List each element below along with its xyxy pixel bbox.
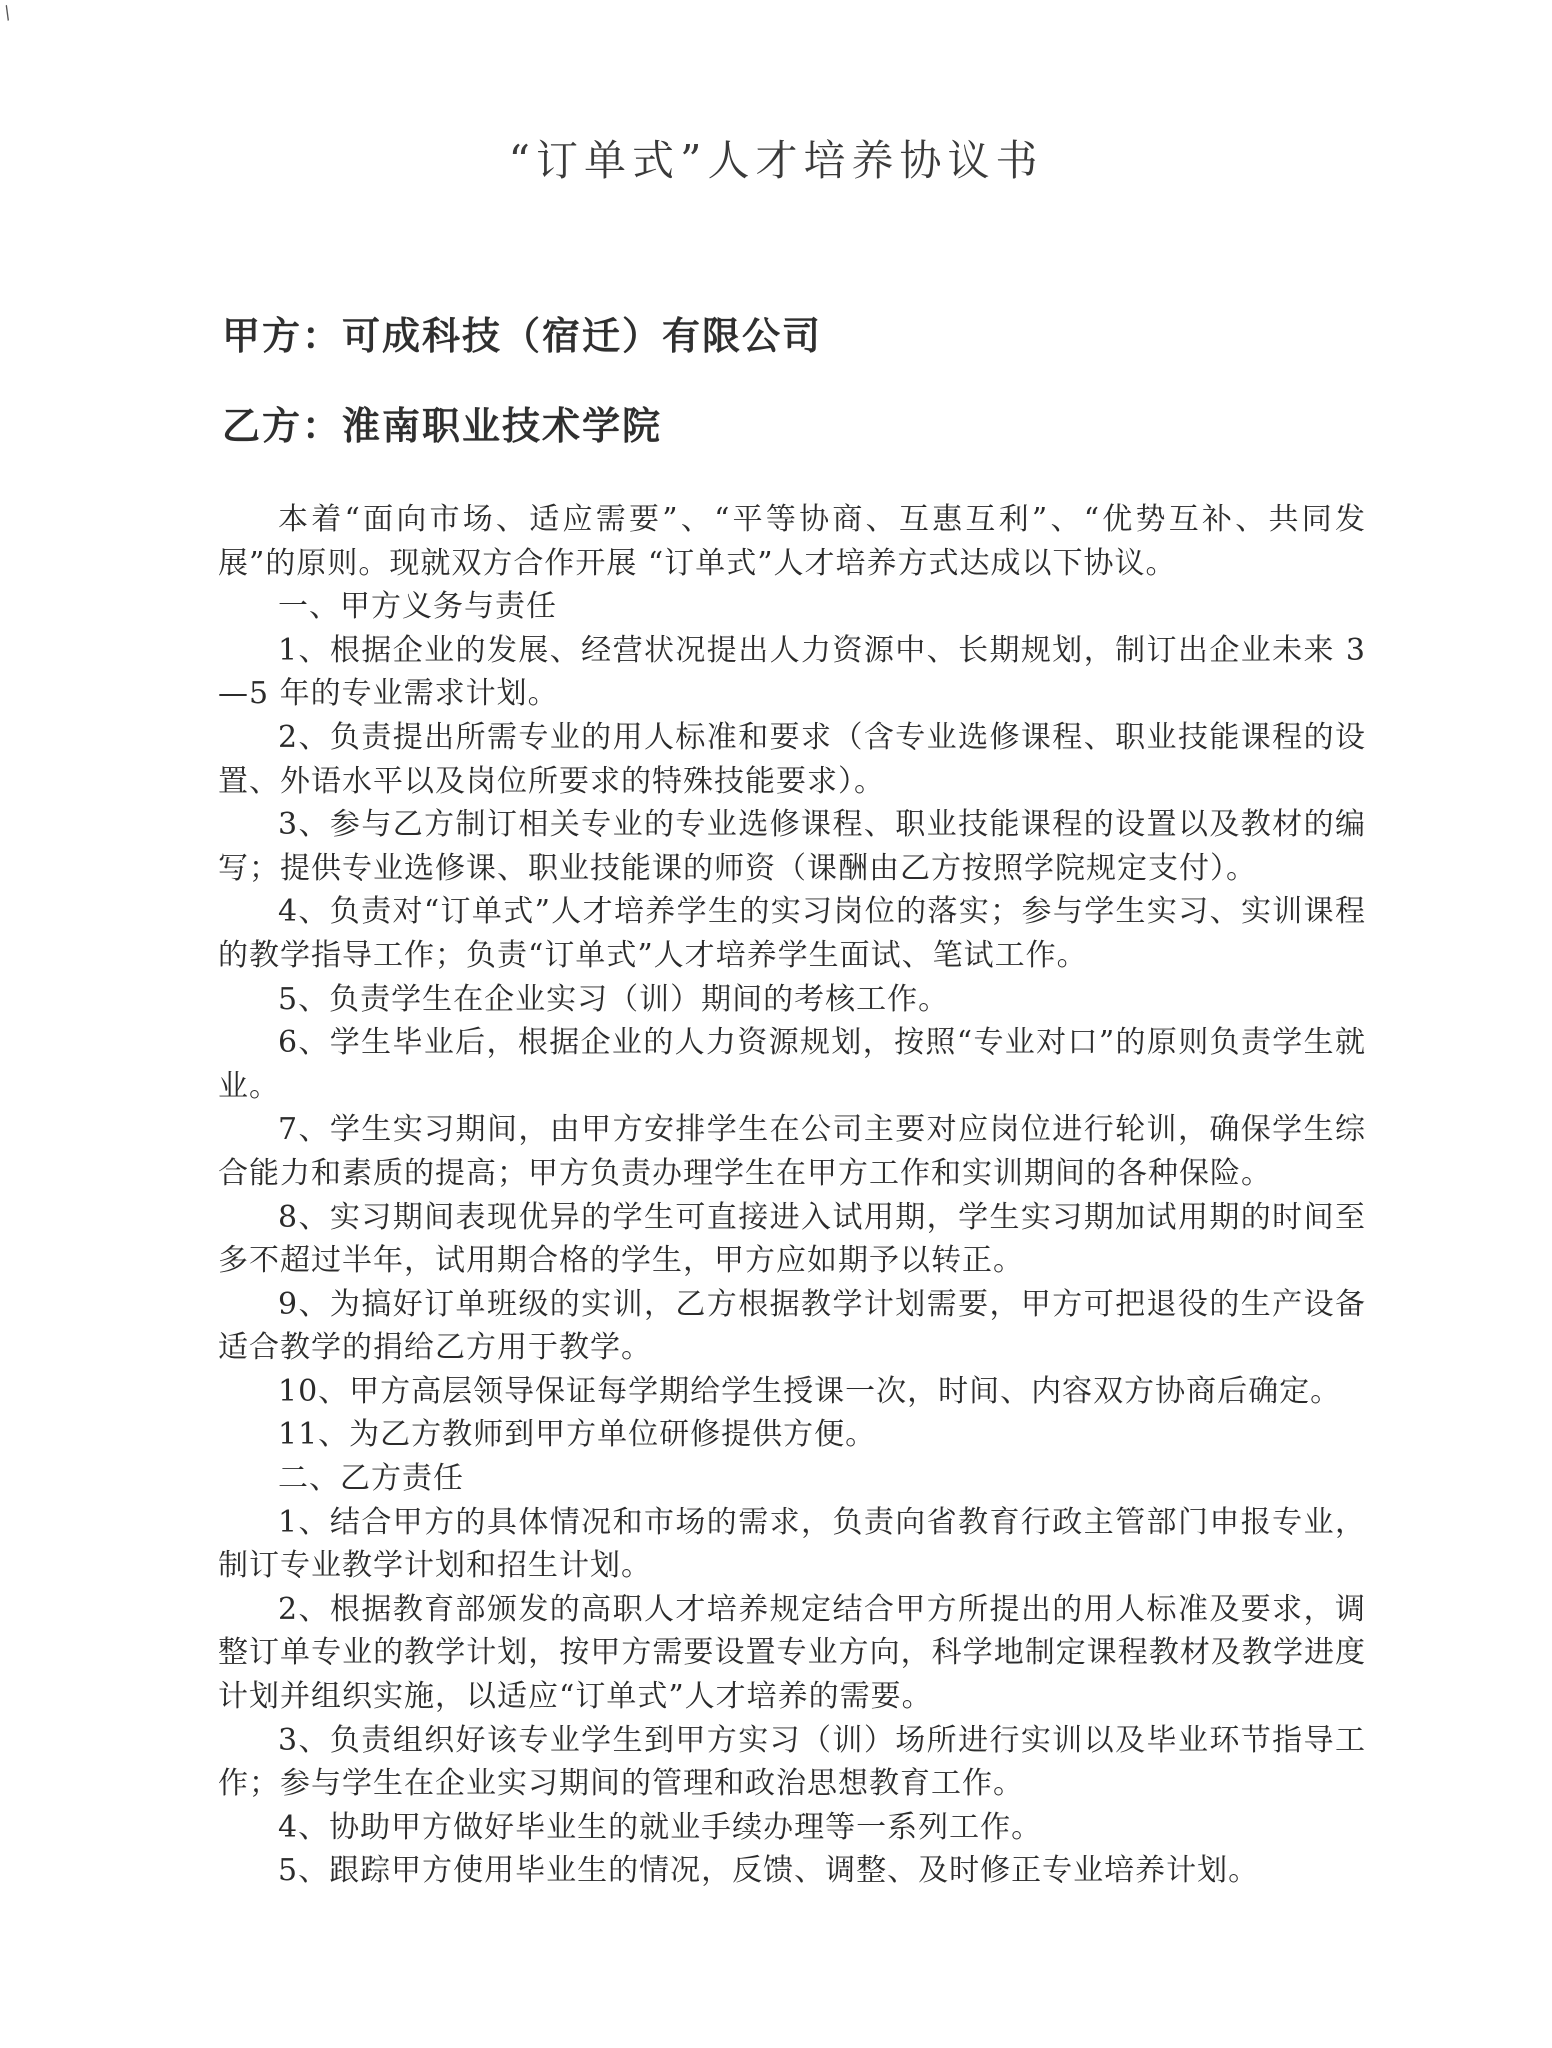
party-a: 甲方：可成科技（宿迁）有限公司 xyxy=(222,314,823,358)
clause-paragraph: 8、实习期间表现优异的学生可直接进入试用期，学生实习期加试用期的时间至多不超过半年，试用期合格的学生，甲方应如期予以转正。 xyxy=(218,1199,1366,1279)
clause-paragraph: 9、为搞好订单班级的实训，乙方根据教学计划需要，甲方可把退役的生产设备适合教学的捐给乙方用于教学。 xyxy=(218,1286,1366,1366)
clause-paragraph: 5、负责学生在企业实习（训）期间的考核工作。 xyxy=(278,981,950,1017)
agreement-body xyxy=(218,498,1366,1893)
pen-mark: / xyxy=(0,2,15,24)
clause-paragraph: 1、结合甲方的具体情况和市场的需求，负责向省教育行政主管部门申报专业，制订专业教学计划和招生计划。 xyxy=(218,1504,1366,1584)
clause-paragraph: 4、协助甲方做好毕业生的就业手续办理等一系列工作。 xyxy=(278,1809,1043,1845)
clause-paragraph: 1、根据企业的发展、经营状况提出人力资源中、长期规划，制订出企业未来 3—5 年的专业需求计划。 xyxy=(218,632,1366,712)
document-title: “订单式”人才培养协议书 xyxy=(508,136,1044,185)
clause-paragraph: 2、根据教育部颁发的高职人才培养规定结合甲方所提出的用人标准及要求，调整订单专业的教学计划，按甲方需要设置专业方向，科学地制定课程教材及教学进度计划并组织实施，以适应“订单式”人才培养的需要。 xyxy=(218,1591,1366,1715)
clause-paragraph: 11、为乙方教师到甲方单位研修提供方便。 xyxy=(278,1417,877,1453)
clause-paragraph: 2、负责提出所需专业的用人标准和要求（含专业选修课程、职业技能课程的设置、外语水平以及岗位所要求的特殊技能要求）。 xyxy=(218,719,1366,799)
intro-paragraph: 本着“面向市场、适应需要”、“平等协商、互惠互利”、“优势互补、共同发展”的原则。现就双方合作开展 “订单式”人才培养方式达成以下协议。 xyxy=(218,502,1366,581)
section-heading: 一、甲方义务与责任 xyxy=(278,589,557,625)
clause-paragraph: 4、负责对“订单式”人才培养学生的实习岗位的落实；参与学生实习、实训课程的教学指导工作；负责“订单式”人才培养学生面试、笔试工作。 xyxy=(218,894,1366,973)
clause-paragraph: 10、甲方高层领导保证每学期给学生授课一次，时间、内容双方协商后确定。 xyxy=(278,1373,1342,1409)
clause-paragraph: 5、跟踪甲方使用毕业生的情况，反馈、调整、及时修正专业培养计划。 xyxy=(278,1853,1260,1889)
clause-paragraph: 3、参与乙方制订相关专业的专业选修课程、职业技能课程的设置以及教材的编写；提供专业选修课、职业技能课的师资（课酬由乙方按照学院规定支付）。 xyxy=(218,807,1366,886)
section-heading: 二、乙方责任 xyxy=(278,1461,464,1497)
clause-paragraph: 6、学生毕业后，根据企业的人力资源规划，按照“专业对口”的原则负责学生就业。 xyxy=(218,1025,1366,1104)
party-b: 乙方：淮南职业技术学院 xyxy=(222,404,663,448)
clause-paragraph: 3、负责组织好该专业学生到甲方实习（训）场所进行实训以及毕业环节指导工作；参与学生在企业实习期间的管理和政治思想教育工作。 xyxy=(218,1722,1366,1802)
clause-paragraph: 7、学生实习期间，由甲方安排学生在公司主要对应岗位进行轮训，确保学生综合能力和素质的提高；甲方负责办理学生在甲方工作和实训期间的各种保险。 xyxy=(218,1112,1366,1191)
